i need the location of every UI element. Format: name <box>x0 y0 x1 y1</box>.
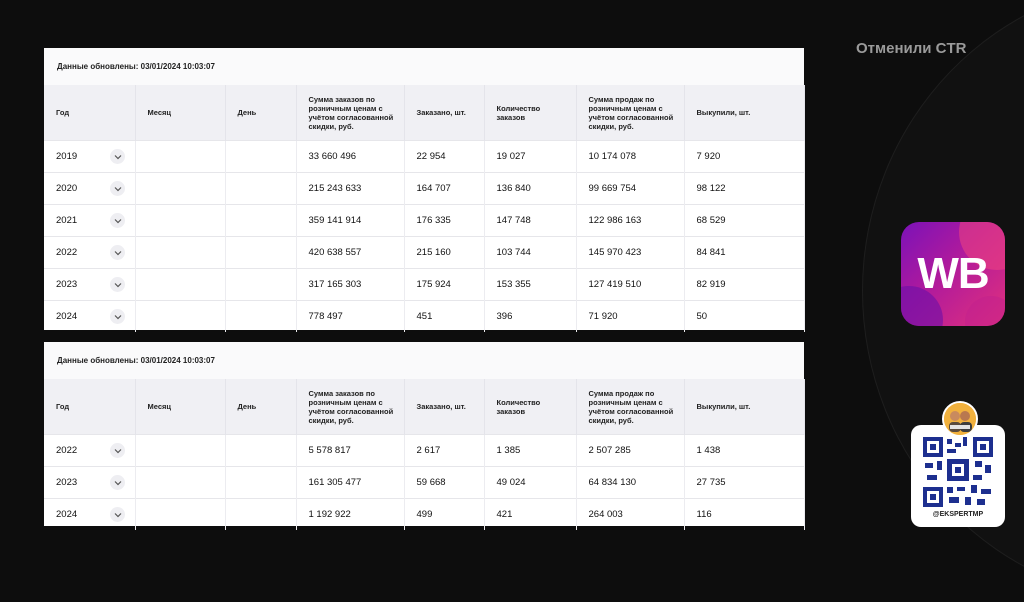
year-label: 2024 <box>56 311 78 322</box>
cell-bought-qty: 82 919 <box>684 269 804 301</box>
year-label: 2022 <box>56 247 78 258</box>
column-header-orders-sum[interactable]: Сумма заказов по розничным ценам с учётом согласованной скидки, руб. <box>296 85 404 141</box>
cell-year <box>44 205 135 237</box>
table-header-row <box>44 379 804 435</box>
cell-day <box>225 173 296 205</box>
column-header-bought-qty[interactable]: Выкупили, шт. <box>684 85 804 141</box>
cell-year <box>44 237 135 269</box>
table-row[interactable] <box>44 173 804 205</box>
cell-year <box>44 173 135 205</box>
cell-day <box>225 205 296 237</box>
year-label: 2023 <box>56 279 78 290</box>
cell-bought-qty: 116 <box>684 499 804 531</box>
column-header-year[interactable]: Год <box>44 379 135 435</box>
cell-ordered-qty: 175 924 <box>404 269 484 301</box>
chevron-down-icon[interactable] <box>110 507 125 522</box>
updated-timestamp: Данные обновлены: 03/01/2024 10:03:07 <box>44 48 804 85</box>
cell-orders-sum: 5 578 817 <box>296 435 404 467</box>
wb-logo <box>901 222 1005 326</box>
column-header-day[interactable]: День <box>225 379 296 435</box>
cell-ordered-qty: 59 668 <box>404 467 484 499</box>
column-header-orders-sum[interactable]: Сумма заказов по розничным ценам с учётом согласованной скидки, руб. <box>296 379 404 435</box>
table-row[interactable] <box>44 467 804 499</box>
stats-table-2 <box>44 379 805 530</box>
cell-bought-qty: 98 122 <box>684 173 804 205</box>
cell-orders-sum: 778 497 <box>296 301 404 333</box>
cell-orders-sum: 420 638 557 <box>296 237 404 269</box>
cell-orders-count: 19 027 <box>484 141 576 173</box>
chevron-down-icon[interactable] <box>110 149 125 164</box>
cell-orders-sum: 33 660 496 <box>296 141 404 173</box>
cell-bought-qty: 27 735 <box>684 467 804 499</box>
cell-bought-qty: 84 841 <box>684 237 804 269</box>
cell-sales-sum: 264 003 <box>576 499 684 531</box>
cell-year <box>44 467 135 499</box>
column-header-sales-sum[interactable]: Сумма продаж по розничным ценам с учётом согласованной скидки, руб. <box>576 85 684 141</box>
cell-orders-sum: 161 305 477 <box>296 467 404 499</box>
cell-ordered-qty: 451 <box>404 301 484 333</box>
wb-logo-text: WB <box>917 249 989 298</box>
cell-day <box>225 301 296 333</box>
cell-ordered-qty: 176 335 <box>404 205 484 237</box>
cell-orders-sum: 215 243 633 <box>296 173 404 205</box>
year-label: 2024 <box>56 509 78 520</box>
column-header-ordered-qty[interactable]: Заказано, шт. <box>404 379 484 435</box>
cell-bought-qty: 1 438 <box>684 435 804 467</box>
cell-sales-sum: 10 174 078 <box>576 141 684 173</box>
table-row[interactable] <box>44 237 804 269</box>
cell-day <box>225 499 296 531</box>
year-label: 2020 <box>56 183 78 194</box>
table-row[interactable] <box>44 301 804 333</box>
chevron-down-icon[interactable] <box>110 475 125 490</box>
table-row[interactable] <box>44 205 804 237</box>
cell-month <box>135 499 225 531</box>
stats-panel-2 <box>44 342 804 526</box>
cell-day <box>225 435 296 467</box>
cell-day <box>225 269 296 301</box>
table-body <box>44 141 804 333</box>
stats-table-1 <box>44 85 805 332</box>
year-label: 2021 <box>56 215 78 226</box>
cell-ordered-qty: 164 707 <box>404 173 484 205</box>
qr-card[interactable] <box>911 425 1005 527</box>
year-label: 2022 <box>56 445 78 456</box>
cell-bought-qty: 7 920 <box>684 141 804 173</box>
cell-orders-count: 49 024 <box>484 467 576 499</box>
cell-sales-sum: 122 986 163 <box>576 205 684 237</box>
cell-year <box>44 269 135 301</box>
cell-orders-count: 153 355 <box>484 269 576 301</box>
column-header-orders-count[interactable]: Количество заказов <box>484 85 576 141</box>
avatar <box>942 401 978 437</box>
cell-day <box>225 141 296 173</box>
cell-year <box>44 435 135 467</box>
column-header-ordered-qty[interactable]: Заказано, шт. <box>404 85 484 141</box>
cell-orders-count: 136 840 <box>484 173 576 205</box>
chevron-down-icon[interactable] <box>110 213 125 228</box>
column-header-orders-count[interactable]: Количество заказов <box>484 379 576 435</box>
table-header-row <box>44 85 804 141</box>
cell-bought-qty: 50 <box>684 301 804 333</box>
cell-month <box>135 237 225 269</box>
cell-sales-sum: 127 419 510 <box>576 269 684 301</box>
cell-year <box>44 141 135 173</box>
year-label: 2023 <box>56 477 78 488</box>
table-row[interactable] <box>44 141 804 173</box>
updated-timestamp: Данные обновлены: 03/01/2024 10:03:07 <box>44 342 804 379</box>
stats-panel-1 <box>44 48 804 330</box>
cell-ordered-qty: 215 160 <box>404 237 484 269</box>
column-header-sales-sum[interactable]: Сумма продаж по розничным ценам с учётом согласованной скидки, руб. <box>576 379 684 435</box>
cell-month <box>135 467 225 499</box>
chevron-down-icon[interactable] <box>110 443 125 458</box>
cell-day <box>225 237 296 269</box>
table-body <box>44 435 804 531</box>
column-header-month[interactable]: Месяц <box>135 85 225 141</box>
cell-month <box>135 173 225 205</box>
table-row[interactable] <box>44 435 804 467</box>
cell-orders-count: 396 <box>484 301 576 333</box>
chevron-down-icon[interactable] <box>110 245 125 260</box>
cell-orders-sum: 317 165 303 <box>296 269 404 301</box>
column-header-bought-qty[interactable]: Выкупили, шт. <box>684 379 804 435</box>
column-header-year[interactable]: Год <box>44 85 135 141</box>
cell-bought-qty: 68 529 <box>684 205 804 237</box>
table-row[interactable] <box>44 499 804 531</box>
cell-sales-sum: 64 834 130 <box>576 467 684 499</box>
avatar-icon <box>944 403 976 435</box>
cell-ordered-qty: 2 617 <box>404 435 484 467</box>
cell-month <box>135 301 225 333</box>
table-row[interactable] <box>44 269 804 301</box>
cell-year <box>44 499 135 531</box>
cell-orders-sum: 359 141 914 <box>296 205 404 237</box>
cell-ordered-qty: 22 954 <box>404 141 484 173</box>
chevron-down-icon[interactable] <box>110 309 125 324</box>
cell-month <box>135 269 225 301</box>
column-header-day[interactable]: День <box>225 85 296 141</box>
cell-year <box>44 301 135 333</box>
cell-sales-sum: 71 920 <box>576 301 684 333</box>
cell-month <box>135 141 225 173</box>
cell-orders-count: 103 744 <box>484 237 576 269</box>
qr-code-icon <box>923 437 993 507</box>
cell-orders-sum: 1 192 922 <box>296 499 404 531</box>
cell-month <box>135 435 225 467</box>
cell-sales-sum: 99 669 754 <box>576 173 684 205</box>
chevron-down-icon[interactable] <box>110 181 125 196</box>
cell-orders-count: 147 748 <box>484 205 576 237</box>
cell-ordered-qty: 499 <box>404 499 484 531</box>
year-label: 2019 <box>56 151 78 162</box>
cell-orders-count: 421 <box>484 499 576 531</box>
cell-sales-sum: 2 507 285 <box>576 435 684 467</box>
column-header-month[interactable]: Месяц <box>135 379 225 435</box>
cell-day <box>225 467 296 499</box>
slide-title: Отменили CTR <box>856 40 967 57</box>
chevron-down-icon[interactable] <box>110 277 125 292</box>
qr-handle: @EKSPERTMP <box>932 511 984 518</box>
cell-month <box>135 205 225 237</box>
cell-sales-sum: 145 970 423 <box>576 237 684 269</box>
cell-orders-count: 1 385 <box>484 435 576 467</box>
